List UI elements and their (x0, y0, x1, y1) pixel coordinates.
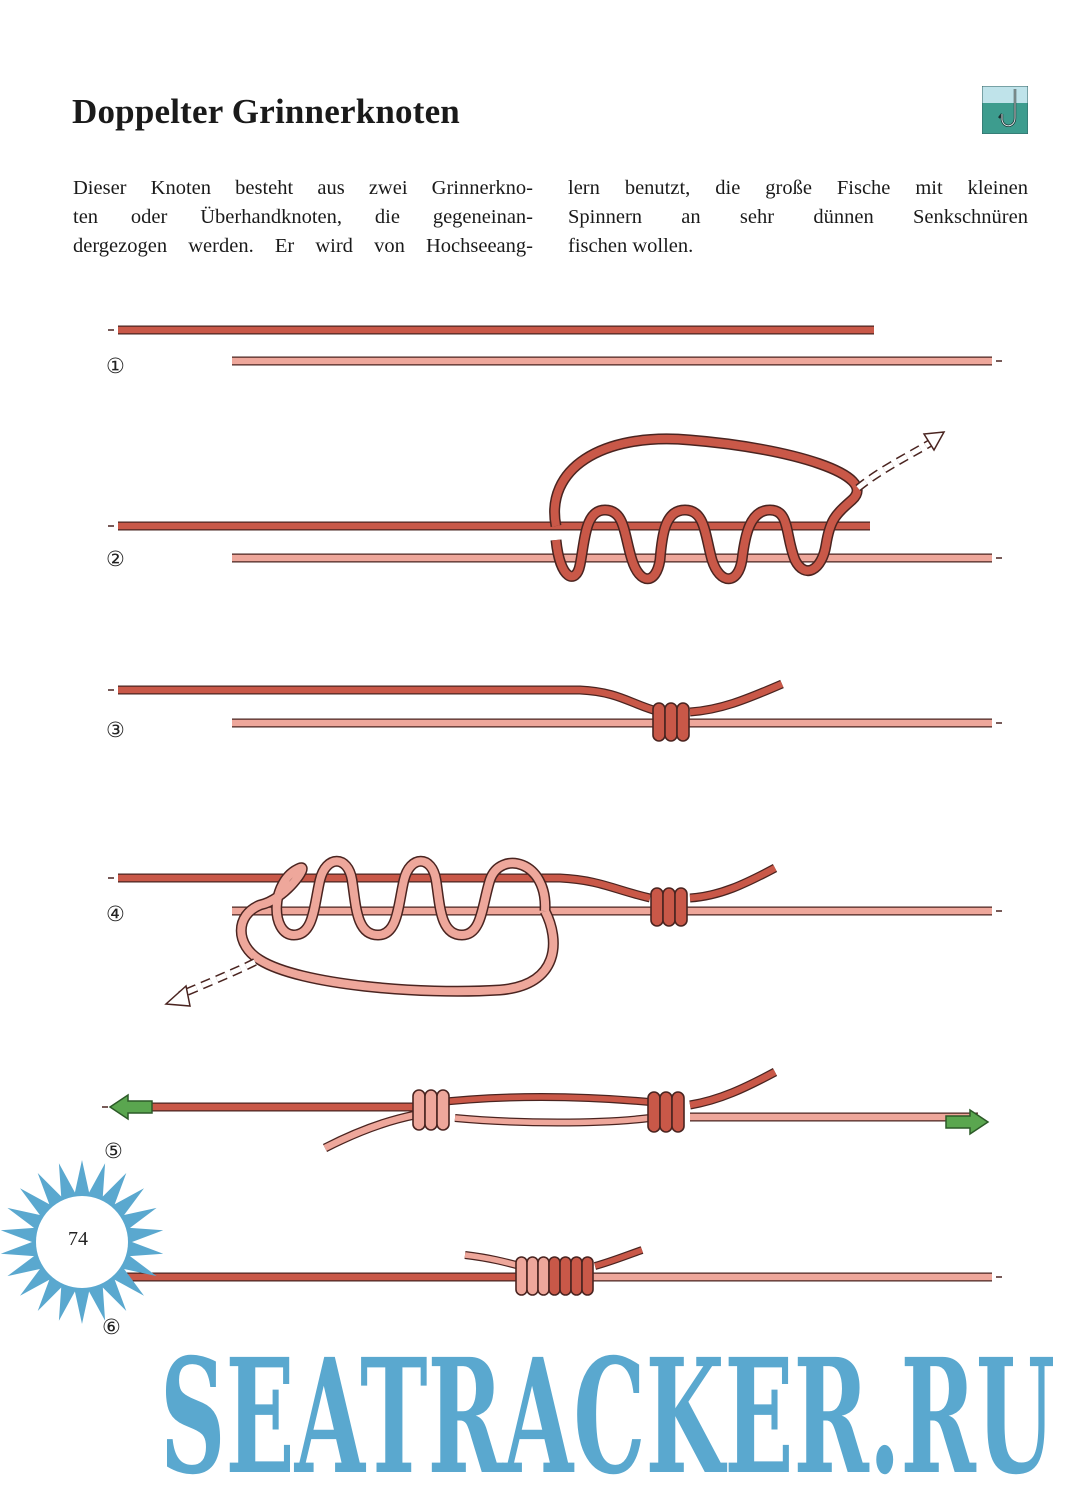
text-line: dergezogen werden. Er wird von Hochseeang- (73, 235, 533, 257)
step-number: ① (106, 354, 125, 378)
step-number: ④ (106, 902, 125, 926)
text-line: Spinnern an sehr dünnen Senkschnüren (568, 206, 1028, 228)
step-2-figure (106, 432, 1002, 579)
watermark-text: SEATRACKER.RU (160, 1325, 1055, 1490)
step-number: ② (106, 547, 125, 571)
page-title: Doppelter Grinnerknoten (72, 92, 460, 131)
step-4-figure (106, 861, 1002, 1006)
step-5-figure (102, 1072, 988, 1163)
step-number: ⑥ (102, 1315, 121, 1339)
page-number: 74 (68, 1228, 88, 1250)
text-line: fischen wollen. (568, 235, 694, 257)
text-line: ten oder Überhandknoten, die gegeneinan- (73, 206, 533, 228)
arrow-left-icon (110, 1095, 152, 1119)
watermark (160, 1290, 1060, 1490)
text-line: lern benutzt, die große Fische mit kleinen (568, 177, 1028, 199)
step-1-figure (106, 330, 1002, 378)
step-3-figure (106, 684, 1002, 742)
step-number: ⑤ (104, 1139, 123, 1163)
step-number: ③ (106, 718, 125, 742)
text-line: Dieser Knoten besteht aus zwei Grinnerkno- (73, 177, 533, 199)
